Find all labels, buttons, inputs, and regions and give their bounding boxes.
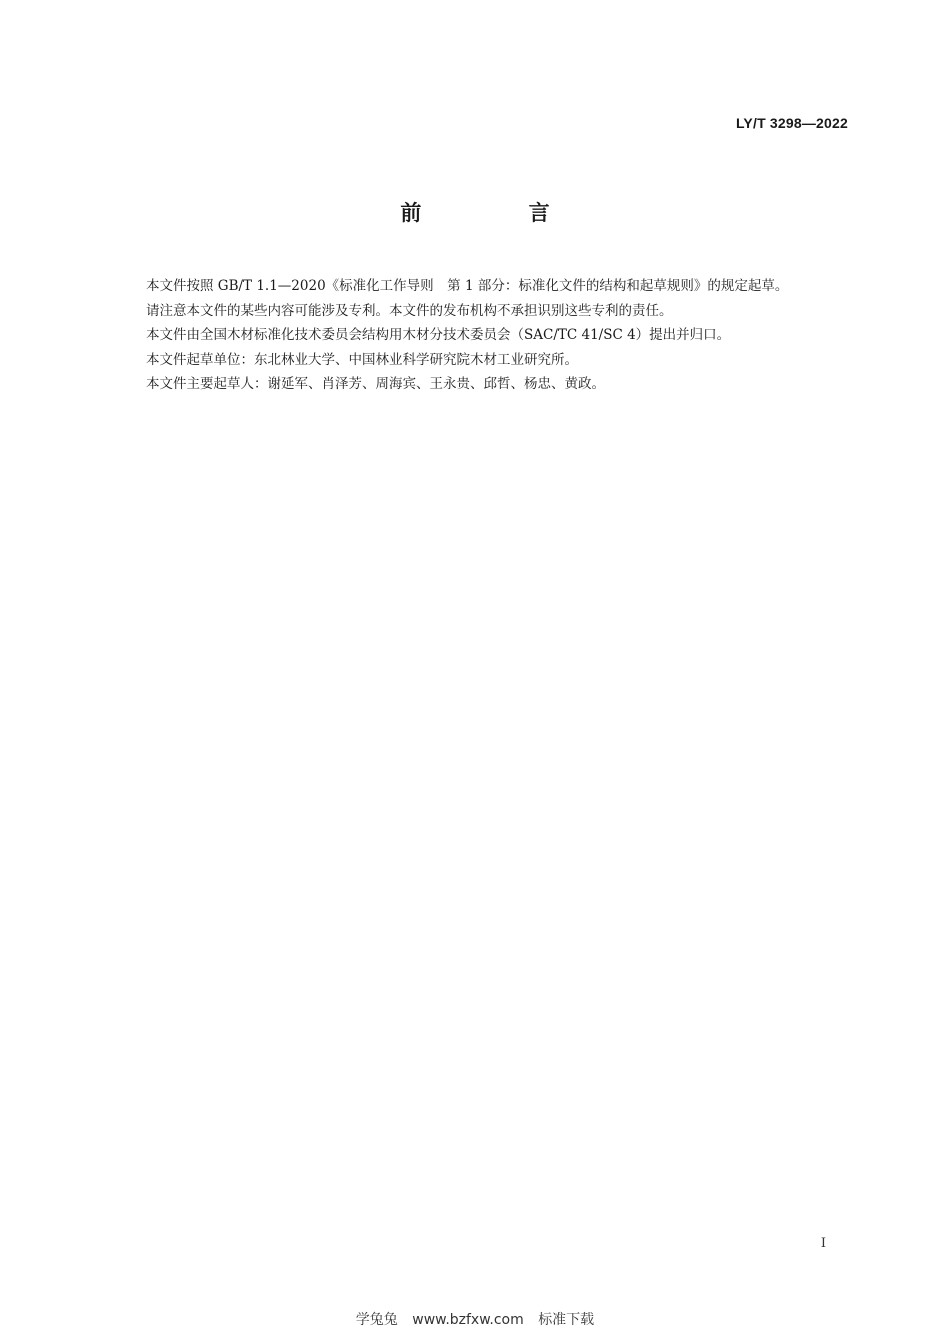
- footer-site-name: 学兔兔: [355, 1312, 398, 1328]
- paragraph-drafters: 本文件主要起草人：谢延军、肖泽芳、周海宾、王永贵、邱哲、杨忠、黄政。: [146, 376, 605, 392]
- foreword-body: [114, 274, 850, 397]
- footer-watermark: [0, 1309, 950, 1329]
- page-title: 前 言: [400, 201, 600, 225]
- paragraph-proposer: 本文件由全国木材标准化技术委员会结构用木材分技术委员会（SAC/TC 41/SC 4）提出并归口。: [146, 327, 731, 343]
- footer-url-link[interactable]: www.bzfxw.com: [412, 1312, 524, 1328]
- standard-code: LY/T 3298—2022: [735, 115, 848, 131]
- paragraph-patent-notice: 请注意本文件的某些内容可能涉及专利。本文件的发布机构不承担识别这些专利的责任。: [146, 302, 673, 319]
- footer-tagline: 标准下载: [538, 1312, 595, 1328]
- paragraph-drafting-units: 本文件起草单位：东北林业大学、中国林业科学研究院木材工业研究所。: [146, 351, 578, 368]
- page-number: I: [820, 1236, 826, 1251]
- paragraph-drafting-rules: 本文件按照 GB/T 1.1—2020《标准化工作导则 第 1 部分：标准化文件的结构和起草规则》的规定起草。: [146, 278, 789, 294]
